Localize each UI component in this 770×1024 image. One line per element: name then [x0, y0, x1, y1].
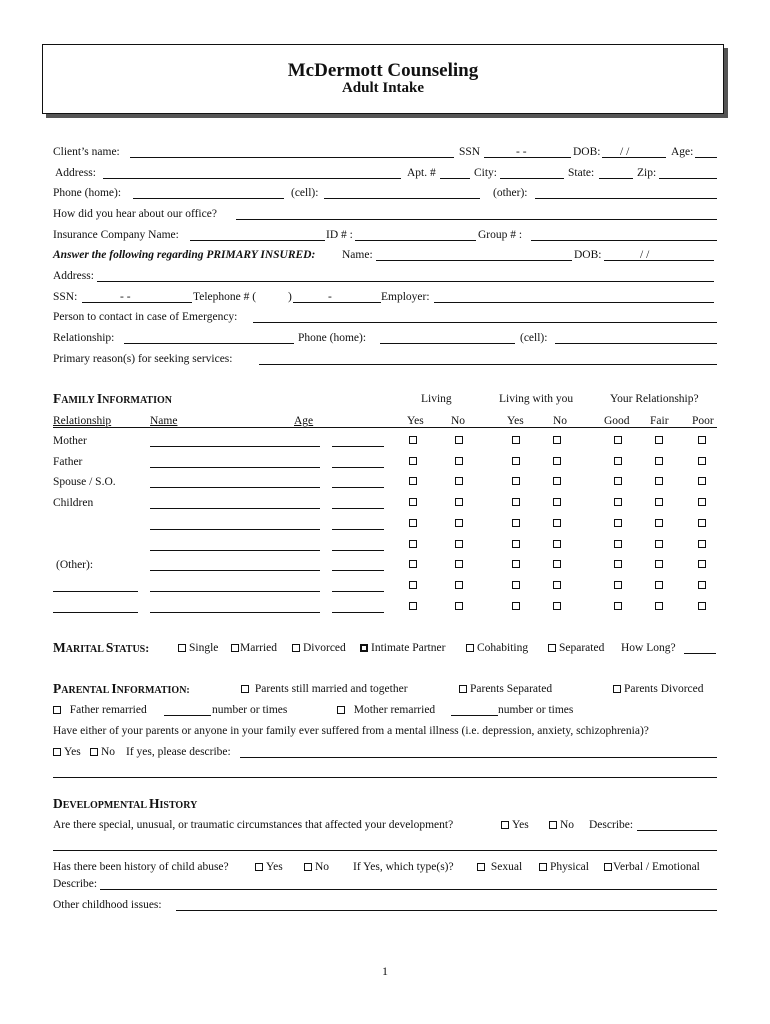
abuse-yes[interactable]: Yes — [255, 860, 283, 874]
family-with-yes-checkbox[interactable] — [512, 540, 520, 548]
abuse-describe-label: Describe: — [53, 878, 98, 890]
circumstances-question: Are there special, unusual, or traumatic circumstances that affected your development? — [53, 819, 454, 831]
ssn-dashes: - - — [516, 146, 527, 158]
other-issues-field[interactable] — [176, 910, 717, 911]
mother-remarried[interactable]: Mother remarried — [337, 703, 435, 717]
family-living-yes-checkbox[interactable] — [409, 457, 417, 465]
marital-cohabiting[interactable]: Cohabiting — [466, 641, 528, 655]
abuse-question: Has there been history of child abuse? — [53, 861, 229, 873]
age-label: Age: — [671, 146, 694, 158]
how-long-label: How Long? — [621, 642, 676, 654]
relationship-label: Relationship: — [53, 332, 115, 344]
client-name-field[interactable] — [130, 157, 454, 158]
family-with-no-checkbox[interactable] — [553, 540, 561, 548]
family-age-field[interactable] — [332, 612, 384, 613]
family-name-field[interactable] — [150, 508, 320, 509]
mental-illness-yes[interactable]: Yes — [53, 745, 81, 759]
family-name-field[interactable] — [150, 591, 320, 592]
phone-cell-label: (cell): — [291, 187, 319, 199]
family-good-checkbox[interactable] — [614, 436, 622, 444]
parents-separated-checkbox[interactable] — [459, 685, 467, 693]
family-name-field[interactable] — [150, 446, 320, 447]
family-poor-checkbox[interactable] — [698, 560, 706, 568]
family-living-no-checkbox[interactable] — [455, 477, 463, 485]
family-name-field[interactable] — [150, 570, 320, 571]
family-good-checkbox[interactable] — [614, 498, 622, 506]
phone-other-field[interactable] — [535, 198, 717, 199]
circumstances-no-checkbox[interactable] — [549, 821, 557, 829]
parents-together[interactable]: Parents still married and together — [241, 682, 408, 696]
family-fair-checkbox[interactable] — [655, 498, 663, 506]
family-row-label: (Other): — [56, 559, 94, 571]
father-remarried-checkbox[interactable] — [53, 706, 61, 714]
divorced-checkbox[interactable] — [292, 644, 300, 652]
marital-married[interactable]: Married — [231, 641, 277, 655]
abuse-type-label: If Yes, which type(s)? — [353, 861, 454, 873]
your-relationship-header: Your Relationship? — [610, 393, 699, 405]
family-row-label: Children — [53, 497, 94, 509]
pi-dob-field[interactable] — [604, 260, 714, 261]
mother-remarried-checkbox[interactable] — [337, 706, 345, 714]
family-poor-checkbox[interactable] — [698, 519, 706, 527]
marital-separated[interactable]: Separated — [548, 641, 604, 655]
state-label: State: — [568, 167, 595, 179]
married-checkbox[interactable] — [231, 644, 239, 652]
employer-label: Employer: — [381, 291, 430, 303]
family-good-checkbox[interactable] — [614, 560, 622, 568]
insurance-field[interactable] — [190, 240, 325, 241]
marital-section-title: MARITAL STATUS: — [53, 640, 150, 655]
family-with-no-checkbox[interactable] — [553, 498, 561, 506]
family-living-no-checkbox[interactable] — [455, 498, 463, 506]
marital-single[interactable]: Single — [178, 641, 218, 655]
family-good-checkbox[interactable] — [614, 581, 622, 589]
single-checkbox[interactable] — [178, 644, 186, 652]
col-age: Age — [294, 415, 314, 427]
pi-dob-slashes: / / — [640, 249, 650, 261]
phone-home-field[interactable] — [133, 198, 284, 199]
family-poor-checkbox[interactable] — [698, 457, 706, 465]
living-with-you-header: Living with you — [499, 393, 574, 405]
family-living-no-checkbox[interactable] — [455, 560, 463, 568]
pi-ssn-label: SSN: — [53, 291, 78, 303]
parents-separated[interactable]: Parents Separated — [459, 682, 552, 696]
physical-checkbox[interactable] — [539, 863, 547, 871]
col-living-no: No — [451, 415, 466, 427]
circumstances-yes[interactable]: Yes — [501, 818, 529, 832]
mental-illness-yes-checkbox[interactable] — [53, 748, 61, 756]
intimate-partner-checkbox[interactable] — [360, 644, 368, 652]
father-remarried-times-field[interactable] — [164, 715, 211, 716]
family-with-yes-checkbox[interactable] — [512, 436, 520, 444]
abuse-no-checkbox[interactable] — [304, 863, 312, 871]
col-fair: Fair — [650, 415, 669, 427]
father-remarried[interactable]: Father remarried — [53, 703, 147, 717]
employer-field[interactable] — [434, 302, 714, 303]
marital-intimate-partner[interactable]: Intimate Partner — [360, 641, 445, 655]
pi-name-field[interactable] — [376, 260, 572, 261]
family-with-no-checkbox[interactable] — [553, 602, 561, 610]
family-fair-checkbox[interactable] — [655, 560, 663, 568]
living-header: Living — [421, 393, 452, 405]
abuse-physical[interactable]: Physical — [539, 860, 589, 874]
state-field[interactable] — [599, 178, 633, 179]
separated-checkbox[interactable] — [548, 644, 556, 652]
phone-cell-field[interactable] — [324, 198, 480, 199]
family-age-field[interactable] — [332, 570, 384, 571]
pi-dob-label: DOB: — [574, 249, 602, 261]
emergency-field[interactable] — [253, 322, 717, 323]
city-label: City: — [474, 167, 498, 179]
family-with-yes-checkbox[interactable] — [512, 581, 520, 589]
family-living-yes-checkbox[interactable] — [409, 477, 417, 485]
family-poor-checkbox[interactable] — [698, 436, 706, 444]
family-with-yes-checkbox[interactable] — [512, 602, 520, 610]
family-living-yes-checkbox[interactable] — [409, 498, 417, 506]
family-name-field[interactable] — [150, 467, 320, 468]
telephone-paren: ) — [288, 291, 292, 303]
family-with-no-checkbox[interactable] — [553, 457, 561, 465]
family-with-no-checkbox[interactable] — [553, 436, 561, 444]
address-label: Address: — [55, 167, 96, 179]
family-name-field[interactable] — [150, 529, 320, 530]
family-poor-checkbox[interactable] — [698, 498, 706, 506]
mother-number-or-times: number or times — [498, 704, 574, 716]
ssn-label: SSN — [459, 146, 481, 158]
col-poor: Poor — [692, 415, 714, 427]
referral-label: How did you hear about our office? — [53, 208, 217, 220]
family-age-field[interactable] — [332, 591, 384, 592]
form-title: McDermott Counseling — [287, 60, 479, 81]
family-living-no-checkbox[interactable] — [455, 602, 463, 610]
age-field[interactable] — [695, 157, 717, 158]
family-living-yes-checkbox[interactable] — [409, 560, 417, 568]
abuse-sexual[interactable]: Sexual — [477, 860, 522, 874]
circumstances-no[interactable]: No — [549, 818, 574, 832]
family-good-checkbox[interactable] — [614, 602, 622, 610]
family-row-label: Mother — [53, 435, 87, 447]
pi-ssn-field[interactable] — [82, 302, 192, 303]
family-poor-checkbox[interactable] — [698, 602, 706, 610]
family-row-label: Spouse / S.O. — [53, 476, 116, 488]
abuse-verbal[interactable]: Verbal / Emotional — [604, 860, 700, 874]
reason-label: Primary reason(s) for seeking services: — [53, 353, 233, 365]
form-subtitle: Adult Intake — [341, 80, 425, 96]
family-with-no-checkbox[interactable] — [553, 477, 561, 485]
abuse-no[interactable]: No — [304, 860, 329, 874]
rel-phone-field[interactable] — [380, 343, 515, 344]
family-age-field[interactable] — [332, 467, 384, 468]
family-age-field[interactable] — [332, 550, 384, 551]
mental-illness-question: Have either of your parents or anyone in your family ever suffered from a mental illness (i.e. depression, anxiety, schizophrenia)? — [53, 725, 649, 737]
address-field[interactable] — [103, 178, 401, 179]
family-living-no-checkbox[interactable] — [455, 540, 463, 548]
family-poor-checkbox[interactable] — [698, 540, 706, 548]
phone-home-label: Phone (home): — [53, 187, 122, 199]
client-name-label: Client’s name: — [53, 146, 120, 158]
family-good-checkbox[interactable] — [614, 540, 622, 548]
parents-divorced-checkbox[interactable] — [613, 685, 621, 693]
family-other-relationship-field[interactable] — [53, 612, 138, 613]
verbal-checkbox[interactable] — [604, 863, 612, 871]
family-fair-checkbox[interactable] — [655, 602, 663, 610]
family-with-yes-checkbox[interactable] — [512, 457, 520, 465]
pi-telephone-field[interactable] — [293, 302, 381, 303]
family-fair-checkbox[interactable] — [655, 540, 663, 548]
col-living-yes: Yes — [407, 415, 424, 427]
family-name-field[interactable] — [150, 550, 320, 551]
circumstances-yes-checkbox[interactable] — [501, 821, 509, 829]
abuse-describe-field[interactable] — [100, 889, 717, 890]
family-name-field[interactable] — [150, 612, 320, 613]
family-living-no-checkbox[interactable] — [455, 519, 463, 527]
family-age-field[interactable] — [332, 487, 384, 488]
page-number: 1 — [382, 964, 388, 978]
family-with-yes-checkbox[interactable] — [512, 560, 520, 568]
family-living-yes-checkbox[interactable] — [409, 519, 417, 527]
insurance-id-field[interactable] — [355, 240, 476, 241]
mental-illness-no-checkbox[interactable] — [90, 748, 98, 756]
other-issues-label: Other childhood issues: — [53, 899, 162, 911]
primary-insured-label: Answer the following regarding PRIMARY INSURED: — [53, 249, 316, 261]
rel-cell-label: (cell): — [520, 332, 548, 344]
family-fair-checkbox[interactable] — [655, 436, 663, 444]
insurance-label: Insurance Company Name: — [53, 229, 179, 241]
parents-together-checkbox[interactable] — [241, 685, 249, 693]
dob-field[interactable] — [602, 157, 666, 158]
family-poor-checkbox[interactable] — [698, 477, 706, 485]
dob-slashes: / / — [620, 146, 630, 158]
family-living-yes-checkbox[interactable] — [409, 436, 417, 444]
insurance-id-label: ID # : — [326, 229, 353, 241]
col-with-no: No — [553, 415, 568, 427]
pi-ssn-dashes: - - — [120, 291, 131, 303]
family-name-field[interactable] — [150, 487, 320, 488]
family-living-yes-checkbox[interactable] — [409, 581, 417, 589]
city-field[interactable] — [500, 178, 564, 179]
family-section-title: FAMILY INFORMATION — [53, 391, 172, 406]
rel-phone-label: Phone (home): — [298, 332, 367, 344]
father-number-or-times: number or times — [212, 704, 288, 716]
sexual-checkbox[interactable] — [477, 863, 485, 871]
rel-cell-field[interactable] — [555, 343, 717, 344]
pi-name-label: Name: — [342, 249, 373, 261]
family-fair-checkbox[interactable] — [655, 477, 663, 485]
how-long-field[interactable] — [684, 653, 716, 654]
emergency-label: Person to contact in case of Emergency: — [53, 311, 238, 323]
col-good: Good — [604, 415, 630, 427]
reason-field[interactable] — [259, 364, 717, 365]
family-other-relationship-field[interactable] — [53, 591, 138, 592]
col-with-yes: Yes — [507, 415, 524, 427]
family-living-no-checkbox[interactable] — [455, 457, 463, 465]
family-living-yes-checkbox[interactable] — [409, 602, 417, 610]
zip-label: Zip: — [637, 167, 657, 179]
mental-illness-describe-label: If yes, please describe: — [126, 746, 231, 758]
family-good-checkbox[interactable] — [614, 457, 622, 465]
family-fair-checkbox[interactable] — [655, 457, 663, 465]
dob-label: DOB: — [573, 146, 601, 158]
family-with-yes-checkbox[interactable] — [512, 519, 520, 527]
family-good-checkbox[interactable] — [614, 477, 622, 485]
cohabiting-checkbox[interactable] — [466, 644, 474, 652]
family-with-yes-checkbox[interactable] — [512, 498, 520, 506]
mental-illness-no[interactable]: No — [90, 745, 115, 759]
family-fair-checkbox[interactable] — [655, 519, 663, 527]
circumstances-describe-label: Describe: — [589, 819, 634, 831]
group-field[interactable] — [531, 240, 717, 241]
abuse-yes-checkbox[interactable] — [255, 863, 263, 871]
family-fair-checkbox[interactable] — [655, 581, 663, 589]
mental-illness-describe-line2[interactable] — [53, 777, 717, 778]
telephone-dash: - — [328, 291, 332, 303]
col-relationship: Relationship — [53, 415, 112, 427]
family-poor-checkbox[interactable] — [698, 581, 706, 589]
apt-field[interactable] — [440, 178, 470, 179]
circumstances-describe-line2[interactable] — [53, 850, 717, 851]
family-with-yes-checkbox[interactable] — [512, 477, 520, 485]
family-age-field[interactable] — [332, 446, 384, 447]
marital-divorced[interactable]: Divorced — [292, 641, 346, 655]
family-with-no-checkbox[interactable] — [553, 560, 561, 568]
family-age-field[interactable] — [332, 529, 384, 530]
mother-remarried-times-field[interactable] — [451, 715, 498, 716]
circumstances-describe-field[interactable] — [637, 830, 717, 831]
telephone-label: Telephone # ( — [193, 291, 257, 303]
developmental-section-title: DEVELOPMENTAL HISTORY — [53, 796, 198, 811]
family-living-yes-checkbox[interactable] — [409, 540, 417, 548]
family-good-checkbox[interactable] — [614, 519, 622, 527]
parents-divorced[interactable]: Parents Divorced — [613, 682, 704, 696]
col-name: Name — [150, 415, 178, 427]
referral-field[interactable] — [236, 219, 717, 220]
pi-address-label: Address: — [53, 270, 94, 282]
family-age-field[interactable] — [332, 508, 384, 509]
phone-other-label: (other): — [493, 187, 528, 199]
group-label: Group # : — [478, 229, 523, 241]
family-with-no-checkbox[interactable] — [553, 581, 561, 589]
family-living-no-checkbox[interactable] — [455, 581, 463, 589]
parental-section-title: PARENTAL INFORMATION: — [53, 681, 190, 696]
family-living-no-checkbox[interactable] — [455, 436, 463, 444]
family-with-no-checkbox[interactable] — [553, 519, 561, 527]
mental-illness-describe-field[interactable] — [240, 757, 717, 758]
family-row-label: Father — [53, 456, 83, 468]
zip-field[interactable] — [659, 178, 717, 179]
ssn-field[interactable] — [484, 157, 571, 158]
apt-label: Apt. # — [407, 167, 436, 179]
pi-address-field[interactable] — [97, 281, 714, 282]
relationship-field[interactable] — [124, 343, 294, 344]
